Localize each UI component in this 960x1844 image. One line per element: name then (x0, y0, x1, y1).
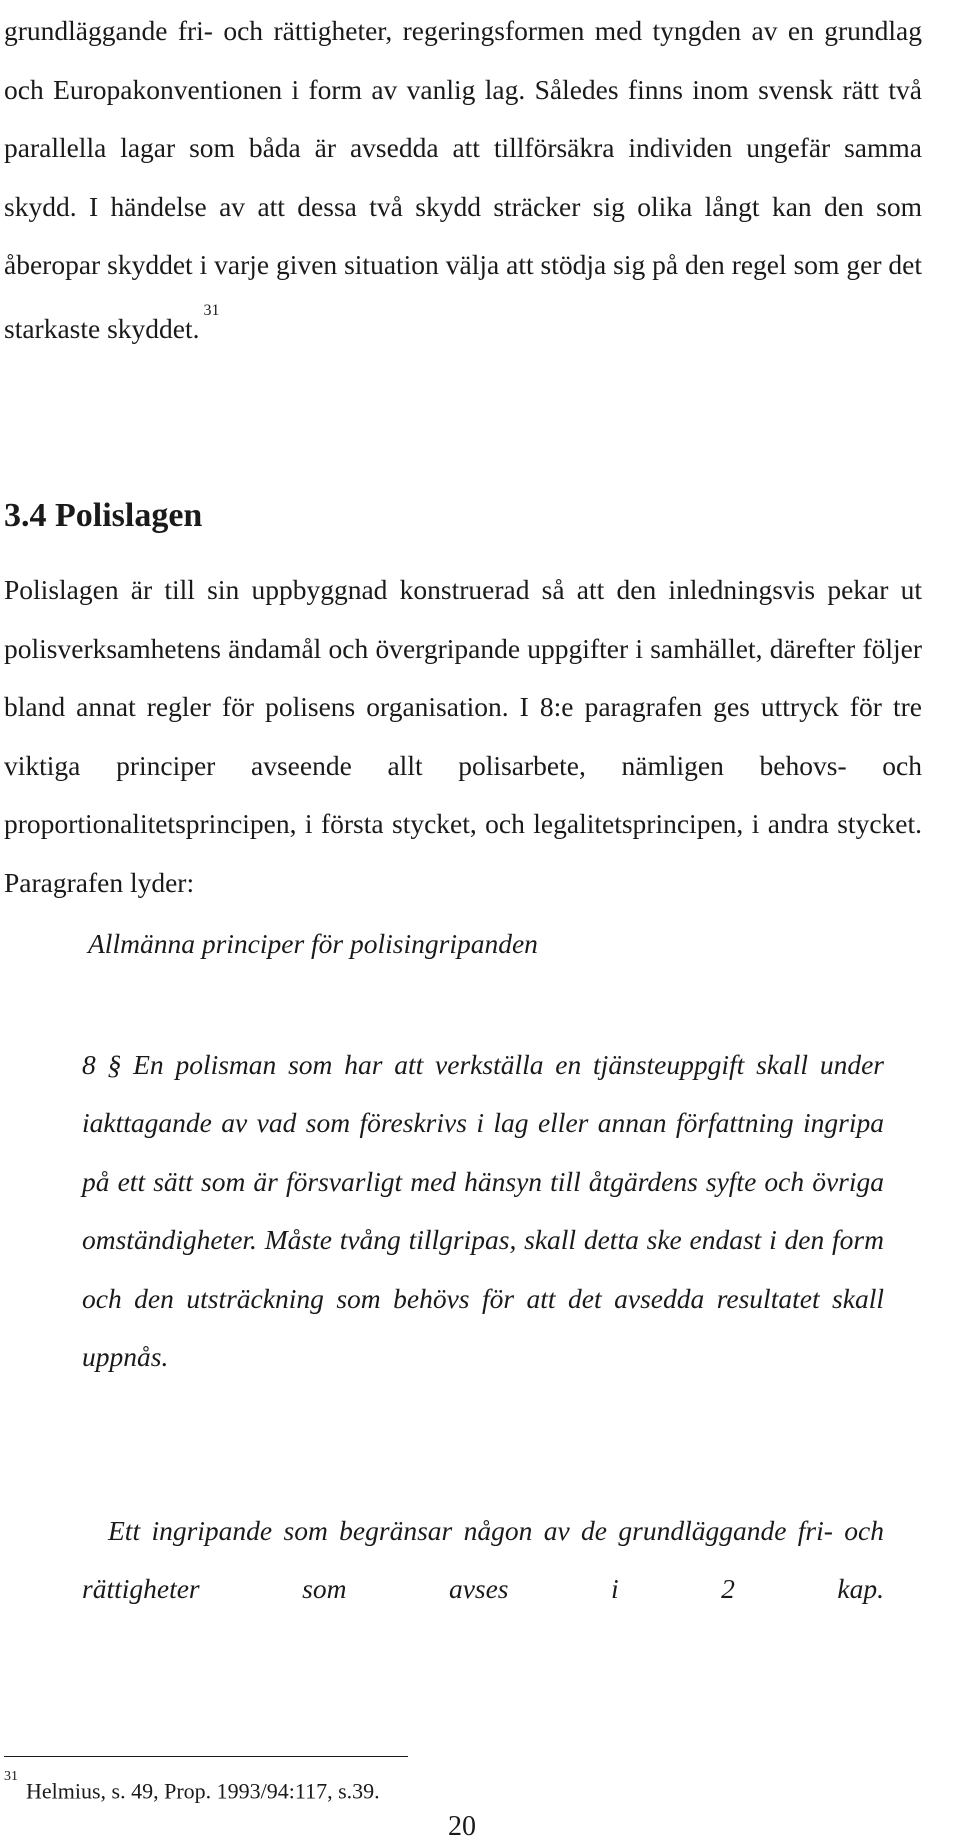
page-number: 20 (448, 1811, 476, 1842)
footnote-reference: 31 (203, 301, 220, 319)
footnote-text: Helmius, s. 49, Prop. 1993/94:117, s.39. (26, 1778, 380, 1804)
paragraph-intro (4, 2, 922, 359)
footnote-divider (4, 1756, 408, 1757)
quote-title: Allmänna principer för polisingripanden (88, 928, 538, 959)
section-heading: 3.4 Polislagen (4, 497, 203, 534)
footnote (4, 1769, 380, 1806)
paragraph-intro-text: grundläggande fri- och rättigheter, regeringsformen med tyngden av en grundlag och Europakonventionen i form av vanlig lag. Således finns inom svensk rätt två parallella lagar som båda är avsedda att tillförsäkra individen ungefär samma skydd. I händelse av att dessa två skydd sträcker sig olika långt kan den som åberopar skyddet i varje given situation välja att stödja sig på den regel som ger det starkaste skyddet. (4, 15, 922, 345)
quote-paragraph-8: 8 § En polisman som har att verkställa en tjänsteuppgift skall under iakttagande av vad som föreskrivs i lag eller annan författning ingripa på ett sätt som är försvarligt med hänsyn till åtgärdens syfte och övriga omständigheter. Måste tvång tillgripas, skall detta ske endast i den form och den utsträckning som behövs för att det avsedda resultatet skall uppnås. (82, 1049, 884, 1373)
quote-paragraph-second: Ett ingripande som begränsar någon av de grundläggande fri- och rättigheter som avses i 2 kap. (82, 1515, 884, 1605)
footnote-number: 31 (4, 1769, 18, 1784)
paragraph-polislagen: Polislagen är till sin uppbyggnad konstruerad så att den inledningsvis pekar ut polisverksamhetens ändamål och övergripande uppgifter i samhället, därefter följer bland annat regler för polisens organisation. I 8:e paragrafen ges uttryck för tre viktiga principer avseende allt polisarbete, nämligen behovs- och proportionalitetsprincipen, i första stycket, och legalitetsprincipen, i andra stycket. Paragrafen lyder: (4, 574, 922, 898)
